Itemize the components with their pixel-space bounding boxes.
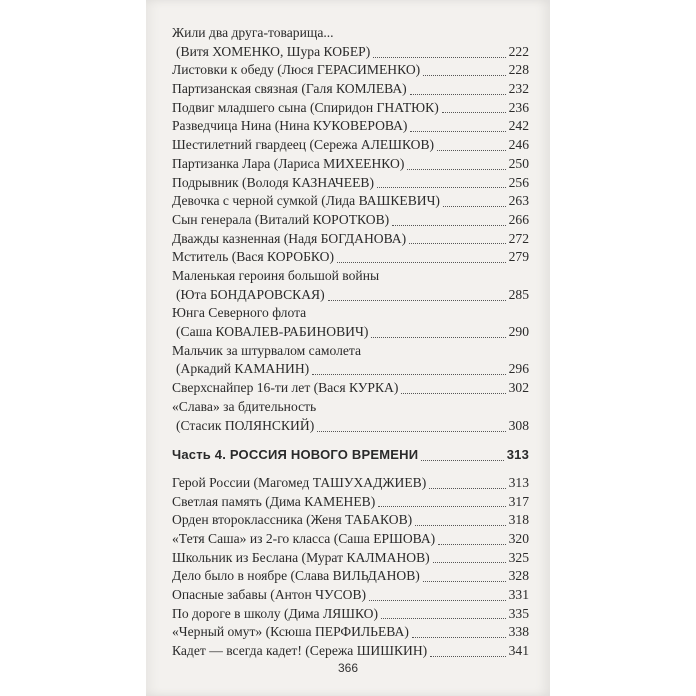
leader-dots — [423, 562, 506, 582]
entry-title: Шестилетний гвардеец (Сережа АЛЕШКОВ) — [172, 137, 435, 153]
entry-title: Школьник из Беслана (Мурат КАЛМАНОВ) — [172, 549, 430, 565]
entry-title: Сверхснайпер 16-ти лет (Вася КУРКА) — [172, 380, 399, 396]
entry-title: Подвиг младшего сына (Спиридон ГНАТЮК) — [172, 99, 439, 115]
entry-title: Светлая память (Дима КАМЕНЕВ) — [172, 493, 376, 509]
entry-title: Дважды казненная (Надя БОГДАНОВА) — [172, 230, 407, 246]
entry-page: 328 — [508, 568, 529, 584]
entry-title: Кадет — всегда кадет! (Сережа ШИШКИН) — [172, 643, 428, 659]
page-number: 366 — [337, 661, 359, 675]
entry-page: 338 — [508, 624, 529, 640]
entry-page: 256 — [508, 174, 529, 190]
leader-dots — [381, 600, 506, 620]
entry-title: Сын генерала (Виталий КОРОТКОВ) — [172, 211, 390, 227]
entry-page: 222 — [508, 43, 529, 59]
entry-page: 331 — [508, 587, 529, 603]
entry-title: «Слава» за бдительность — [172, 398, 317, 414]
entry-page: 308 — [508, 417, 529, 433]
leader-dots — [317, 412, 506, 432]
leader-dots — [421, 441, 504, 461]
entry-title-line2: (Стасик ПОЛЯНСКИЙ) — [176, 417, 315, 433]
leader-dots — [328, 281, 506, 301]
leader-dots — [371, 318, 506, 338]
entry-page: 246 — [508, 137, 529, 153]
entry-title: Партизанская связная (Галя КОМЛЕВА) — [172, 81, 407, 97]
entry-title: Мальчик за штурвалом самолета — [172, 342, 362, 358]
entry-page: 290 — [508, 324, 529, 340]
entry-page: 228 — [508, 62, 529, 78]
leader-dots — [369, 581, 506, 601]
entry-page: 272 — [508, 230, 529, 246]
toc-entries-before — [172, 24, 529, 435]
leader-dots — [337, 243, 506, 263]
entry-title-line2: (Юта БОНДАРОВСКАЯ) — [176, 286, 325, 302]
entry-title: Опасные забавы (Антон ЧУСОВ) — [172, 587, 367, 603]
toc-entries-after — [172, 474, 529, 661]
leader-dots — [392, 206, 506, 226]
leader-dots — [412, 618, 506, 638]
entry-page: 285 — [508, 286, 529, 302]
table-of-contents — [172, 24, 529, 661]
leader-dots — [437, 131, 506, 151]
entry-page: 318 — [508, 512, 529, 528]
entry-page: 236 — [508, 99, 529, 115]
entry-title: Маленькая героиня большой войны — [172, 267, 380, 283]
toc-entry — [172, 379, 529, 398]
toc-entry — [172, 267, 529, 304]
entry-title: «Тетя Саша» из 2-го класса (Саша ЕРШОВА) — [172, 530, 436, 546]
entry-page: 296 — [508, 361, 529, 377]
toc-entry — [172, 642, 529, 661]
entry-title: Партизанка Лара (Лариса МИХЕЕНКО) — [172, 155, 405, 171]
entry-page: 250 — [508, 155, 529, 171]
leader-dots — [423, 56, 506, 76]
leader-dots — [410, 112, 506, 132]
leader-dots — [415, 506, 506, 526]
entry-title: Разведчица Нина (Нина КУКОВЕРОВА) — [172, 118, 408, 134]
leader-dots — [373, 38, 506, 58]
leader-dots — [442, 94, 506, 114]
entry-page: 232 — [508, 81, 529, 97]
entry-title-line2: (Аркадий КАМАНИН) — [176, 361, 310, 377]
entry-title: Листовки к обеду (Люся ГЕРАСИМЕНКО) — [172, 62, 421, 78]
leader-dots — [401, 374, 506, 394]
entry-title-line2: (Саша КОВАЛЕВ-РАБИНОВИЧ) — [176, 324, 369, 340]
entry-page: 266 — [508, 211, 529, 227]
toc-entry — [172, 248, 529, 267]
entry-title: Девочка с черной сумкой (Лида ВАШКЕВИЧ) — [172, 193, 440, 209]
leader-dots — [433, 544, 506, 564]
entry-title: Юнга Северного флота — [172, 305, 307, 321]
entry-title: Дело было в ноябре (Слава ВИЛЬДАНОВ) — [172, 568, 420, 584]
entry-title: По дороге в школу (Дима ЛЯШКО) — [172, 605, 379, 621]
part-page: 313 — [506, 447, 529, 463]
entry-page: 242 — [508, 118, 529, 134]
entry-page: 341 — [508, 643, 529, 659]
leader-dots — [410, 75, 506, 95]
entry-title: «Черный омут» (Ксюша ПЕРФИЛЬЕВА) — [172, 624, 409, 640]
entry-title: Мститель (Вася КОРОБКО) — [172, 249, 334, 265]
leader-dots — [378, 488, 506, 508]
entry-title: Подрывник (Володя КАЗНАЧЕЕВ) — [172, 174, 374, 190]
entry-page: 263 — [508, 193, 529, 209]
leader-dots — [377, 169, 506, 189]
part-heading — [172, 446, 529, 465]
entry-title: Орден второклассника (Женя ТАБАКОВ) — [172, 512, 413, 528]
entry-title: Жили два друга-товарища... — [172, 25, 334, 40]
leader-dots — [407, 150, 506, 170]
entry-page: 279 — [508, 249, 529, 265]
leader-dots — [409, 225, 506, 245]
entry-page: 302 — [508, 380, 529, 396]
entry-page: 335 — [508, 605, 529, 621]
entry-page: 313 — [508, 474, 529, 490]
entry-page: 317 — [508, 493, 529, 509]
toc-entry — [172, 304, 529, 341]
toc-entry — [172, 398, 529, 435]
leader-dots — [443, 187, 506, 207]
part-title: Часть 4. РОССИЯ НОВОГО ВРЕМЕНИ — [172, 447, 419, 463]
entry-page: 325 — [508, 549, 529, 565]
entry-page: 320 — [508, 530, 529, 546]
entry-title: Герой России (Магомед ТАШУХАДЖИЕВ) — [172, 474, 427, 490]
entry-title-line2: (Витя ХОМЕНКО, Шура КОБЕР) — [176, 43, 371, 59]
leader-dots — [312, 356, 506, 376]
leader-dots — [430, 637, 506, 657]
leader-dots — [429, 469, 506, 489]
leader-dots — [438, 525, 506, 545]
